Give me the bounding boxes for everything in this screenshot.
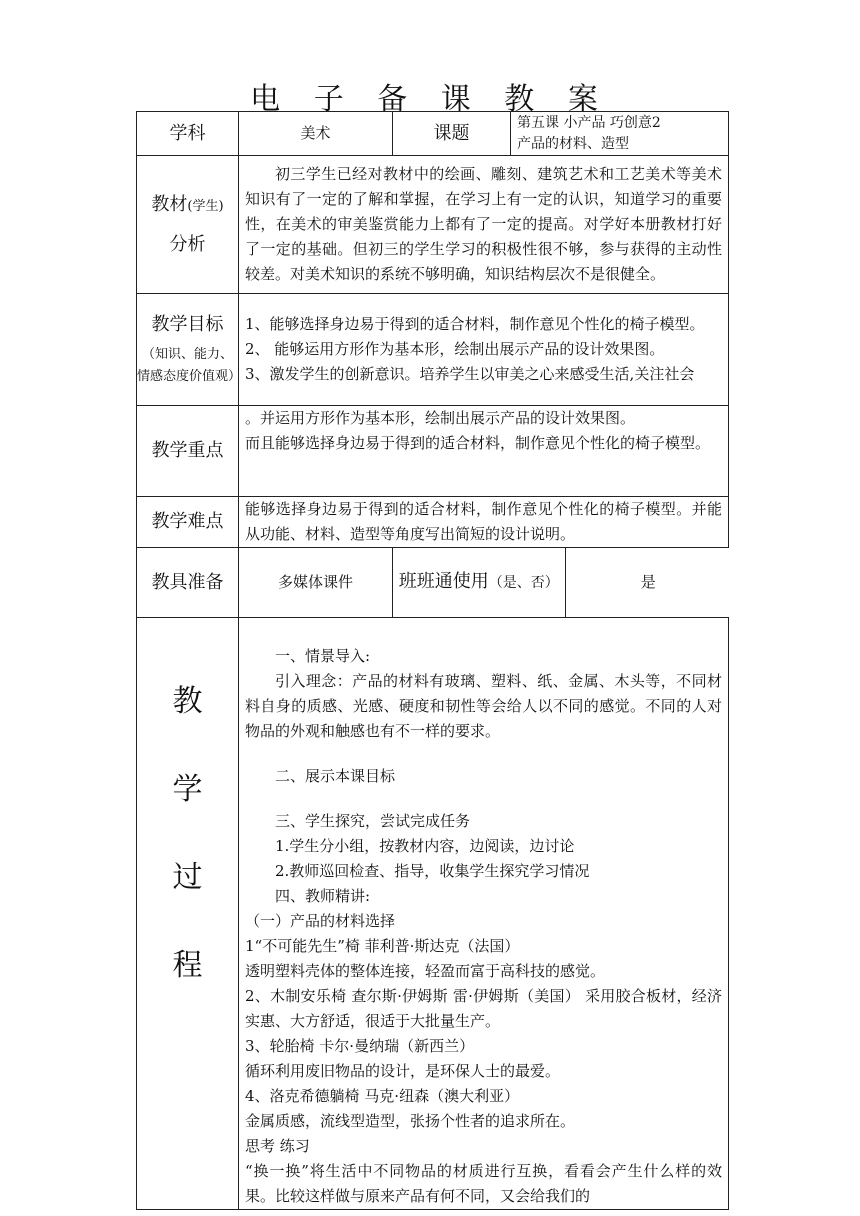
subject-value: 美术 xyxy=(239,112,393,156)
process-line: 2.教师巡回检查、指导，收集学生探究学习情况 xyxy=(275,862,590,880)
goals-label: 教学目标 xyxy=(151,313,224,335)
process-line: （一）产品的材料选择 xyxy=(245,912,396,930)
tools-label: 教具准备 xyxy=(137,548,239,618)
process-line: 三、学生探究，尝试完成任务 xyxy=(275,812,471,830)
lesson-plan-table xyxy=(136,111,729,1210)
goals-label-sub: （知识、能力、情感态度价值观） xyxy=(137,346,242,384)
difficulties-text: 能够选择身边易于得到的适合材料，制作意见个性化的椅子模型。并能从功能、材料、造型等角度写出简短的设计说明。 xyxy=(239,497,729,548)
goal-item-3: 3、激发学生的创新意识。培养学生以审美之心来感受生活,关注社会 xyxy=(245,365,695,383)
process-line: 透明塑料壳体的整体连接，轻盈而富于高科技的感觉。 xyxy=(245,962,606,980)
analysis-row xyxy=(137,156,729,294)
banbantong-label: 班班通使用 xyxy=(398,571,489,592)
process-line: 引入理念：产品的材料有玻璃、塑料、纸、金属、木头等，不同材料自身的质感、光感、硬度和韧性等会给人以不同的感觉。不同的人对物品的外观和触感也有不一样的要求。 xyxy=(245,672,723,740)
tools-row xyxy=(137,548,729,618)
analysis-label-second: 分析 xyxy=(169,233,206,255)
process-line: 1“不可能先生”椅 菲利普·斯达克（法国） xyxy=(245,937,520,955)
topic-line-1: 第五课 小产品 巧创意2 xyxy=(517,114,661,131)
goals-list xyxy=(239,294,729,406)
goals-label-cell xyxy=(137,294,242,406)
key-points-text xyxy=(239,406,729,497)
process-char-1: 教 xyxy=(172,684,203,719)
process-line: “换一换”将生活中不同物品的材质进行互换，看看会产生什么样的效果。比较这样做与原来产品有何不同，又会给我们的 xyxy=(245,1162,723,1205)
analysis-label xyxy=(137,156,239,294)
process-line: 思考 练习 xyxy=(245,1137,310,1155)
topic-value xyxy=(511,112,729,156)
key-points-row xyxy=(137,406,729,497)
topic-line-2: 产品的材料、造型 xyxy=(517,135,630,152)
process-line: 2、木制安乐椅 查尔斯·伊姆斯 雷·伊姆斯（美国） 采用胶合板材，经济实惠、大方舒适，很适于大批量生产。 xyxy=(245,987,723,1030)
banbantong-subtable xyxy=(393,548,731,617)
process-label-cell xyxy=(137,618,239,1210)
subject-label: 学科 xyxy=(137,112,239,156)
process-char-3: 过 xyxy=(172,860,203,895)
process-row xyxy=(137,618,729,1210)
process-spacer xyxy=(245,744,722,764)
process-line: 循环利用废旧物品的设计，是环保人士的最爱。 xyxy=(245,1062,561,1080)
process-line: 二、展示本课目标 xyxy=(275,767,396,785)
tools-value: 多媒体课件 xyxy=(239,548,393,618)
process-line: 一、情景导入: xyxy=(275,647,371,665)
process-line: 1.学生分小组，按教材内容，边阅读，边讨论 xyxy=(275,837,575,855)
goals-row xyxy=(137,294,729,406)
analysis-label-main: 教材 xyxy=(151,193,188,215)
process-line: 金属质感，流线型造型，张扬个性者的追求所在。 xyxy=(245,1112,576,1130)
topic-label: 课题 xyxy=(393,112,511,156)
difficulties-label: 教学难点 xyxy=(137,497,239,548)
process-lines xyxy=(245,624,722,1209)
process-spacer xyxy=(245,789,722,809)
process-char-2: 学 xyxy=(172,772,203,807)
process-line: 3、轮胎椅 卡尔·曼纳瑞（新西兰） xyxy=(245,1037,475,1055)
analysis-label-paren: (学生) xyxy=(187,198,224,214)
key-points-label: 教学重点 xyxy=(137,406,239,497)
banbantong-paren: （是、否） xyxy=(488,575,559,591)
page-title: 电 子 备 课 教 案 xyxy=(250,82,610,117)
process-content xyxy=(239,618,729,1210)
process-line: 四、教师精讲: xyxy=(275,887,371,905)
header-row xyxy=(137,112,729,156)
analysis-text: 初三学生已经对教材中的绘画、雕刻、建筑艺术和工艺美术等美术知识有了一定的了解和掌握，在学习上有一定的认识，知道学习的重要性，在美术的审美鉴赏能力上都有了一定的提高。对学好本册教材打好了一定的基础。但初三的学生学习的积极性很不够，参与获得的主动性较差。对美术知识的系统不够明确，知识结构层次不是很健全。 xyxy=(239,156,729,294)
process-spacer xyxy=(245,624,722,644)
key-point-line-2: 而且能够选择身边易于得到的适合材料，制作意见个性化的椅子模型。 xyxy=(245,434,711,452)
goal-item-1: 1、能够选择身边易于得到的适合材料，制作意见个性化的椅子模型。 xyxy=(245,315,705,333)
process-line: 4、洛克希德躺椅 马克·纽森（澳大利亚） xyxy=(245,1087,520,1105)
process-char-4: 程 xyxy=(172,948,203,983)
key-point-line-1: 。并运用方形作为基本形，绘制出展示产品的设计效果图。 xyxy=(245,409,636,427)
difficulties-row xyxy=(137,497,729,548)
goal-item-2: 2、 能够运用方形作为基本形，绘制出展示产品的设计效果图。 xyxy=(245,340,665,358)
banbantong-label-cell xyxy=(393,548,565,617)
banbantong-cell xyxy=(393,548,729,618)
banbantong-value: 是 xyxy=(640,573,656,591)
